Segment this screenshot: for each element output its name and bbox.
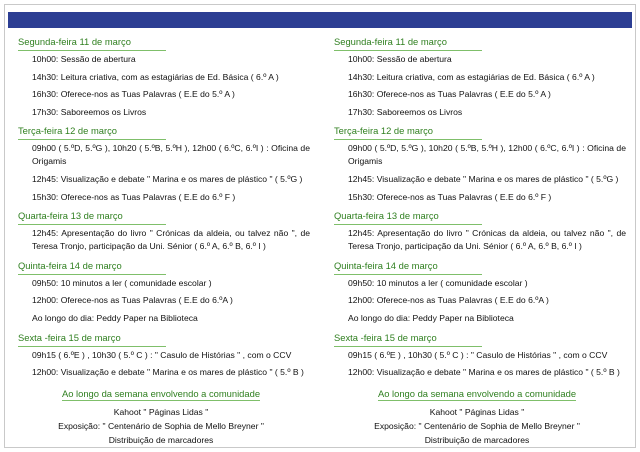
event-time: Ao longo do dia [348,312,408,323]
event-item: 09h50: 10 minutos a ler ( comunidade escolar ) [32,277,212,288]
event-item: Ao longo do dia: Peddy Paper na Biblioteca [32,312,198,323]
community-line: Distribuição de marcadores [108,435,214,446]
event-time: 09h15 [32,349,56,360]
event-text: Peddy Paper na Biblioteca [96,312,198,323]
event-text: Oferece-nos as Tuas Palavras ( E.E do 6.ºA ) [376,295,549,306]
event-text: Leitura criativa, com as estagiárias de Ed. Básica ( 6.º A ) [60,71,279,82]
event-time: 16h30 [348,89,372,100]
event-time: 10h00 [348,54,372,64]
day-heading: Segunda-feira 11 de março [18,35,166,51]
event-text: Sessão de abertura [376,54,452,64]
event-text: ( 6.ºE ) , 10h30 ( 5.º C ) : " Casulo de Histórias " , com o CCV [58,349,292,360]
event-text: Visualização e debate " Marina e os mares de plástico " ( 5.ºG ) [376,173,619,184]
header-bar [8,12,632,28]
community-line: Distribuição de marcadores [424,435,530,446]
event-item [348,142,634,168]
community-line: Exposição: " Centenário de Sophia de Mello Breyner " [374,421,580,432]
community-block [18,387,304,447]
event-time: 14h30 [32,71,56,82]
day-section [334,208,634,253]
event-item: 12h45: Apresentação do livro " Crónicas da aldeia, ou talvez não ", de Teresa Tronjo, participação da Uni. Sénior ( 6.º A, 6.º B, 6.º I ) [348,228,627,252]
event-time: 09h00 [348,143,372,154]
event-item: 16h30: Oferece-nos as Tuas Palavras ( E.E do 5.º A ) [32,89,235,100]
event-item: 12h45: Apresentação do livro " Crónicas da aldeia, ou talvez não ", de Teresa Tronjo, participação da Uni. Sénior ( 6.º A, 6.º B, 6.º I ) [32,228,311,252]
event-text: Peddy Paper na Biblioteca [412,312,514,323]
event-item: 15h30: Oferece-nos as Tuas Palavras ( E.E do 6.º F ) [348,191,552,202]
day-heading: Segunda-feira 11 de março [334,35,482,51]
event-item: 17h30: Saboreemos os Livros [348,106,463,117]
event-item [32,349,318,362]
event-time: 12h45 [348,228,372,239]
event-time: 09h50 [32,277,56,288]
day-heading: Sexta -feira 15 de março [334,331,482,347]
event-text: ( 5.ºD, 5.ºG ), 10h20 ( 5.ºB, 5.ºH ), 12h00 ( 6.ºC, 6.ºI ) : Oficina de Origamis [32,143,310,167]
event-time: 12h45 [32,173,56,184]
event-text: Visualização e debate " Marina e os mares de plástico " ( 5.º B ) [376,367,620,378]
day-heading: Sexta -feira 15 de março [18,331,166,347]
event-time: 12h45 [32,228,56,239]
event-item: 10h00: Sessão de abertura [32,54,136,64]
event-text: ( 6.ºE ) , 10h30 ( 5.º C ) : " Casulo de Histórias " , com o CCV [374,349,608,360]
event-item [32,142,318,168]
event-text: Sessão de abertura [60,54,136,64]
day-section [18,330,318,380]
day-section [18,208,318,253]
event-text: Oferece-nos as Tuas Palavras ( E.E do 6.ºA ) [60,295,233,306]
event-time: 12h00 [32,295,56,306]
event-time: 15h30 [348,191,372,202]
event-item: 12h45: Visualização e debate " Marina e os mares de plástico " ( 5.ºG ) [348,173,619,184]
day-section [334,123,634,203]
day-heading: Quinta-feira 14 de março [334,259,482,275]
event-text: ( 5.ºD, 5.ºG ), 10h20 ( 5.ºB, 5.ºH ), 12h00 ( 6.ºC, 6.ºI ) : Oficina de Origamis [348,143,626,167]
event-time: 17h30 [32,106,56,117]
event-time: 12h00 [32,367,56,378]
day-section [334,330,634,380]
program-column-right [334,34,634,447]
day-section [18,34,318,119]
event-item: 15h30: Oferece-nos as Tuas Palavras ( E.E do 6.º F ) [32,191,236,202]
event-text: Oferece-nos as Tuas Palavras ( E.E do 5.º A ) [376,89,551,100]
event-text: Oferece-nos as Tuas Palavras ( E.E do 5.º A ) [60,89,235,100]
day-heading: Quarta-feira 13 de março [334,209,482,225]
day-heading: Quinta-feira 14 de março [18,259,166,275]
day-section [334,34,634,119]
event-item: 12h00: Oferece-nos as Tuas Palavras ( E.E do 6.ºA ) [32,295,233,306]
community-heading: Ao longo da semana envolvendo a comunidade [377,388,577,400]
event-time: 10h00 [32,54,56,64]
event-item [348,349,634,362]
event-text: Apresentação do livro " Crónicas da aldeia, ou talvez não ", de Teresa Tronjo, participação da Uni. Sénior ( 6.º A, 6.º B, 6.º I ) [32,228,311,252]
day-heading: Terça-feira 12 de março [18,124,166,140]
event-time: 15h30 [32,191,56,202]
event-item: Ao longo do dia: Peddy Paper na Biblioteca [348,312,514,323]
event-text: Apresentação do livro " Crónicas da aldeia, ou talvez não ", de Teresa Tronjo, participação da Uni. Sénior ( 6.º A, 6.º B, 6.º I ) [348,228,627,252]
event-item: 16h30: Oferece-nos as Tuas Palavras ( E.E do 5.º A ) [348,89,551,100]
community-line: Kahoot " Páginas Lidas " [429,407,525,418]
event-time: 12h00 [348,295,372,306]
event-item: 12h00: Visualização e debate " Marina e os mares de plástico " ( 5.º B ) [32,367,304,378]
event-time: 12h45 [348,173,372,184]
event-text: Leitura criativa, com as estagiárias de Ed. Básica ( 6.º A ) [376,71,595,82]
day-section [18,123,318,203]
event-item: 14h30: Leitura criativa, com as estagiárias de Ed. Básica ( 6.º A ) [348,71,595,82]
event-time: 14h30 [348,71,372,82]
event-item: 14h30: Leitura criativa, com as estagiárias de Ed. Básica ( 6.º A ) [32,71,279,82]
event-item: 12h45: Visualização e debate " Marina e os mares de plástico " ( 5.ºG ) [32,173,303,184]
community-line: Kahoot " Páginas Lidas " [113,407,209,418]
community-heading: Ao longo da semana envolvendo a comunidade [61,388,261,400]
event-item: 09h50: 10 minutos a ler ( comunidade escolar ) [348,277,528,288]
event-time: 09h00 [32,143,56,154]
event-time: 12h00 [348,367,372,378]
event-time: 16h30 [32,89,56,100]
event-text: Oferece-nos as Tuas Palavras ( E.E do 6.º F ) [376,191,552,202]
event-time: 09h50 [348,277,372,288]
event-text: Saboreemos os Livros [376,106,463,117]
event-time: Ao longo do dia [32,312,92,323]
day-heading: Quarta-feira 13 de março [18,209,166,225]
event-text: Visualização e debate " Marina e os mares de plástico " ( 5.º B ) [60,367,304,378]
event-item: 12h00: Oferece-nos as Tuas Palavras ( E.E do 6.ºA ) [348,295,549,306]
event-item: 17h30: Saboreemos os Livros [32,106,147,117]
event-time: 09h15 [348,349,372,360]
program-column-left [18,34,318,447]
community-line: Exposição: " Centenário de Sophia de Mello Breyner " [58,421,264,432]
day-section [18,258,318,325]
event-time: 17h30 [348,106,372,117]
event-text: Oferece-nos as Tuas Palavras ( E.E do 6.º F ) [60,191,236,202]
day-section [334,258,634,325]
day-heading: Terça-feira 12 de março [334,124,482,140]
event-item: 10h00: Sessão de abertura [348,54,452,64]
community-block [334,387,620,447]
event-item: 12h00: Visualização e debate " Marina e os mares de plástico " ( 5.º B ) [348,367,620,378]
event-text: Visualização e debate " Marina e os mares de plástico " ( 5.ºG ) [60,173,303,184]
event-text: Saboreemos os Livros [60,106,147,117]
event-text: 10 minutos a ler ( comunidade escolar ) [60,277,212,288]
event-text: 10 minutos a ler ( comunidade escolar ) [376,277,528,288]
